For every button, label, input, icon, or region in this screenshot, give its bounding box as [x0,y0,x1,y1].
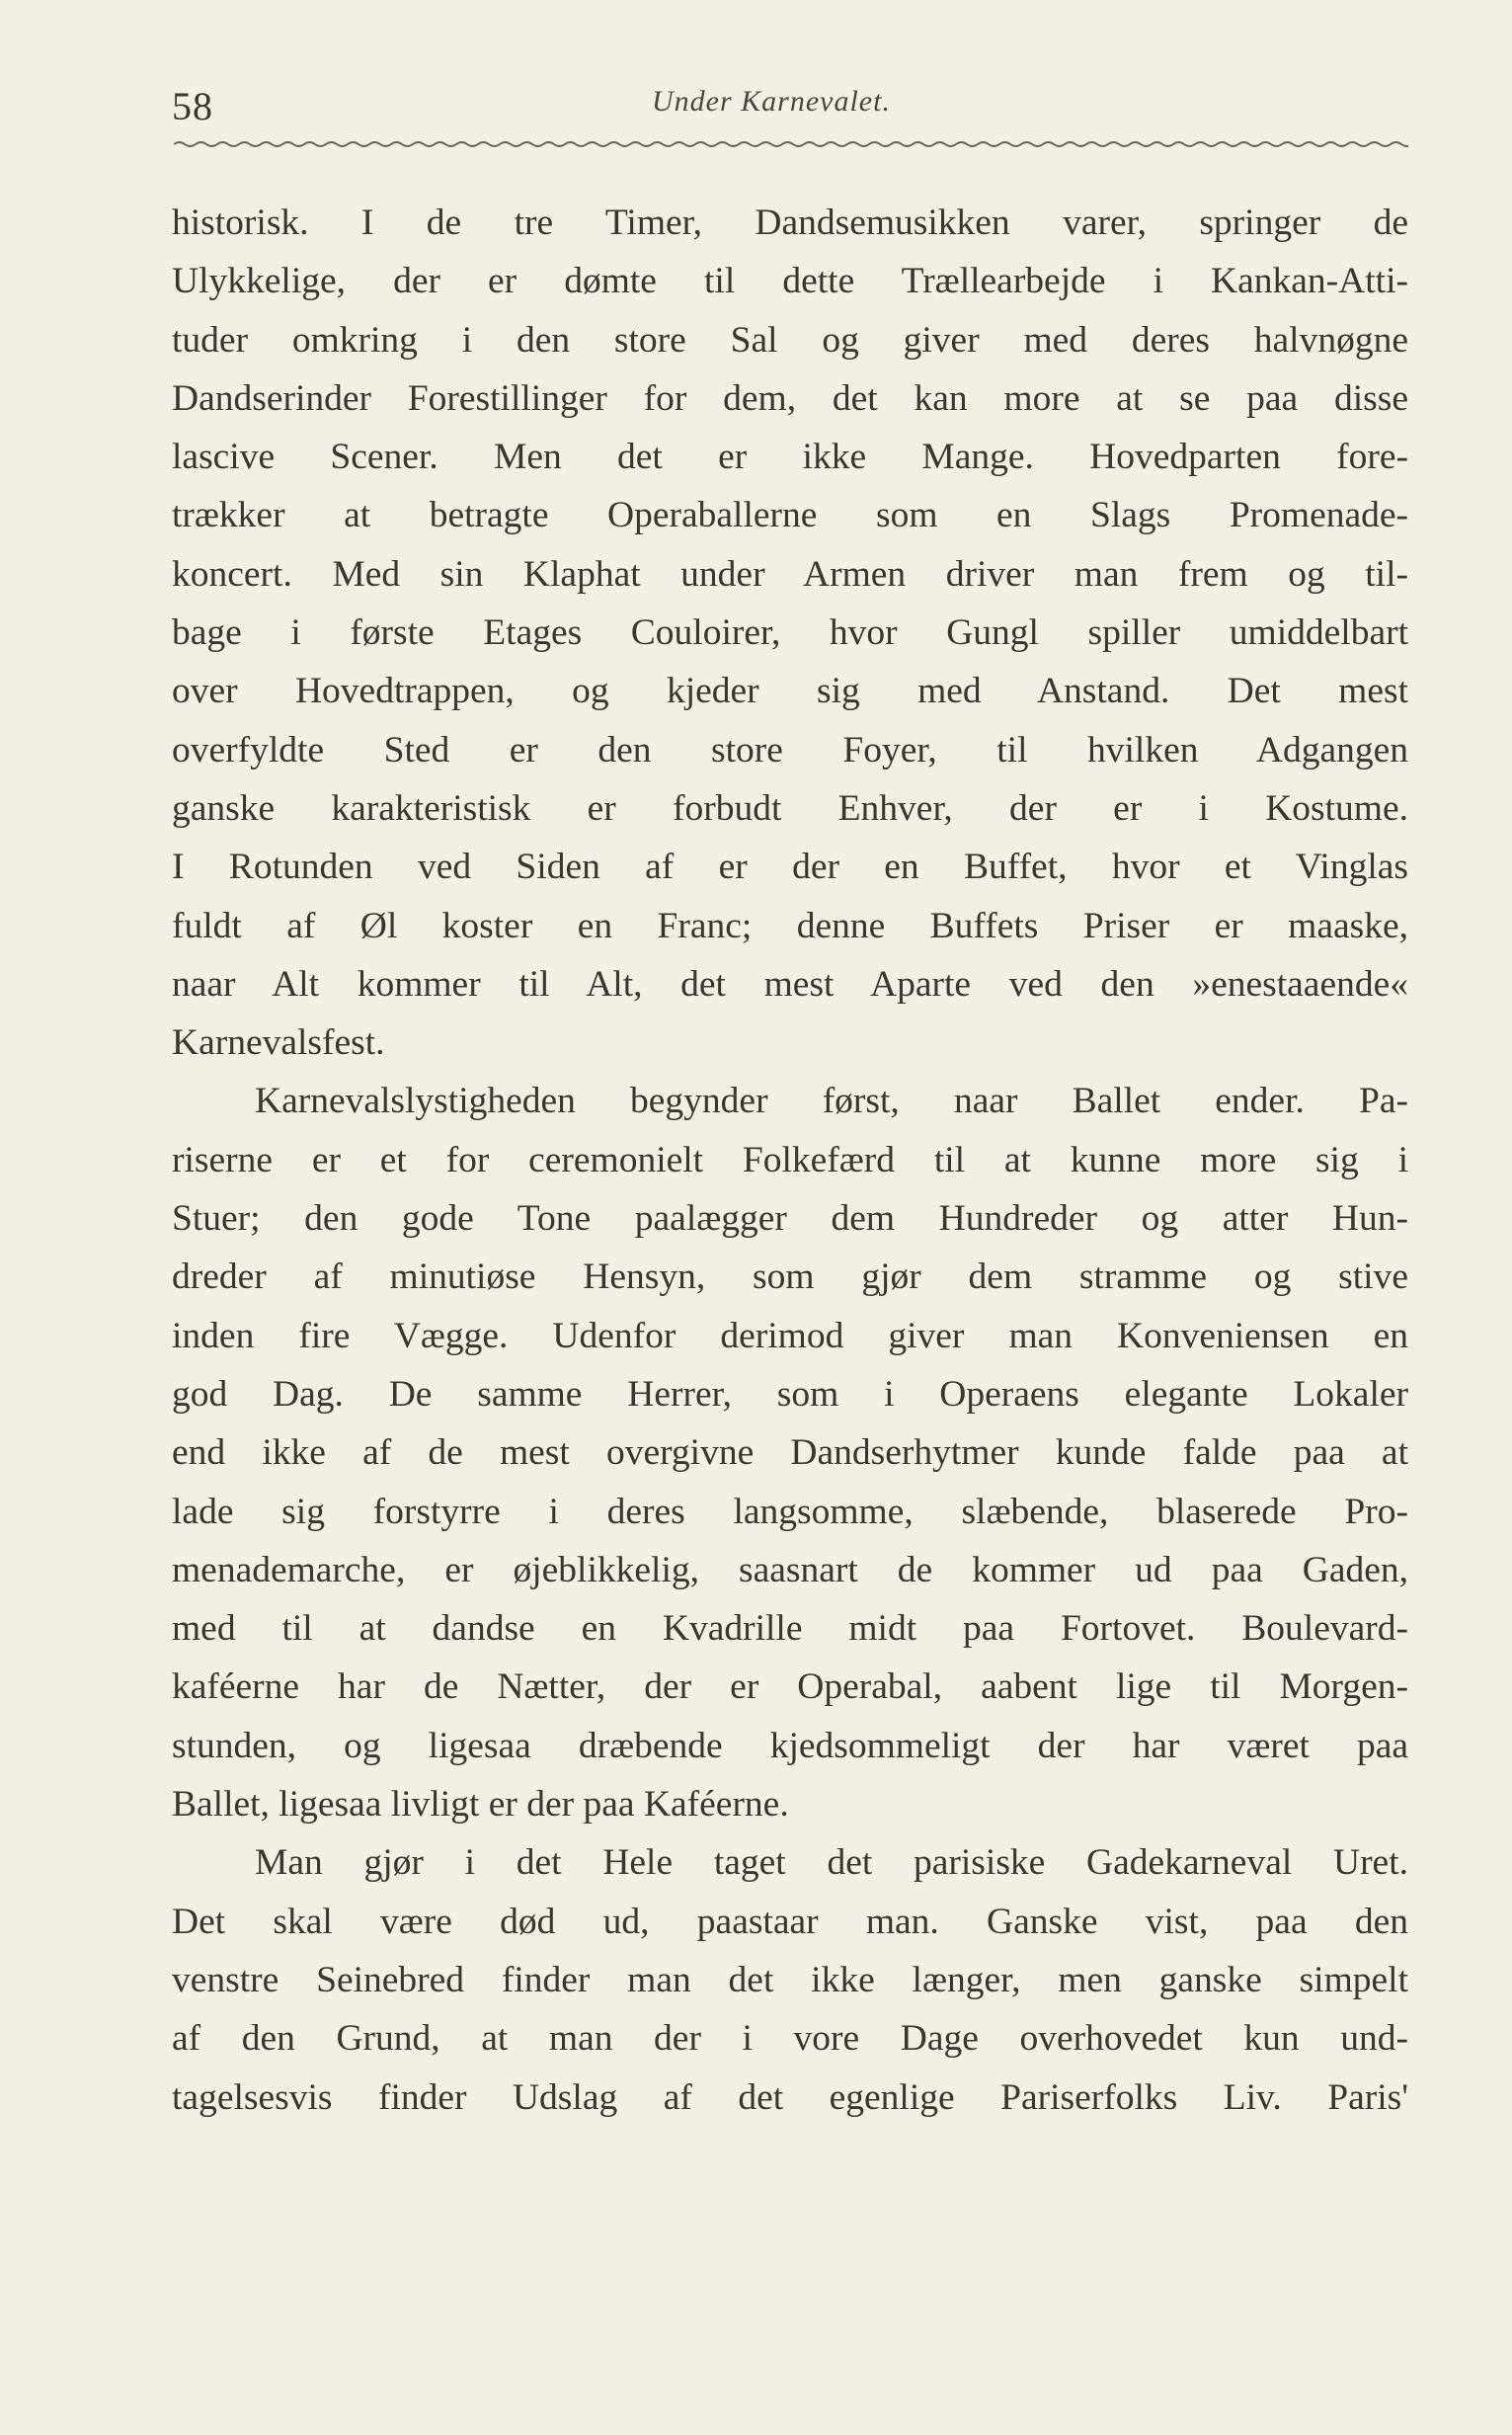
text-line: Stuer; den gode Tone paalægger dem Hundreder og atter Hun- [172,1198,1408,1240]
text-line: Ulykkelige, der er dømte til dette Trællearbejde i Kankan-Atti- [172,261,1408,302]
text-line: Karnevalslystigheden begynder først, naar Ballet ender. Pa- [255,1081,1408,1122]
text-line: naar Alt kommer til Alt, det mest Aparte ved den »enestaaende« [172,963,1408,1005]
text-line: Ballet, ligesaa livligt er der paa Kaféerne. [172,1784,789,1826]
text-line: stunden, og ligesaa dræbende kjedsommeligt der har været paa [172,1725,1408,1766]
text-line: dreder af minutiøse Hensyn, som gjør dem stramme og stive [172,1257,1408,1298]
text-line: tuder omkring i den store Sal og giver med deres halvnøgne [172,319,1408,361]
text-line: historisk. I de tre Timer, Dandsemusikken varer, springer de [172,203,1408,243]
text-line: lade sig forstyrre i deres langsomme, slæbende, blaserede Pro- [172,1491,1408,1532]
text-line: inden fire Vægge. Udenfor derimod giver man Konveniensen en [172,1315,1408,1356]
text-line: end ikke af de mest overgivne Dandserhytmer kunde falde paa at [172,1432,1408,1474]
text-line: Karnevalsfest. [172,1022,385,1064]
text-line: fuldt af Øl koster en Franc; denne Buffets Priser er maaske, [172,905,1408,946]
text-line: Dandserinder Forestillinger for dem, det kan more at se paa disse [172,377,1408,419]
text-line: ganske karakteristisk er forbudt Enhver, der er i Kostume. [172,787,1408,829]
text-line: riserne er et for ceremonielt Folkefærd til at kunne more sig i [172,1139,1408,1180]
text-line: overfyldte Sted er den store Foyer, til hvilken Adgangen [172,729,1408,771]
text-line: lascive Scener. Men det er ikke Mange. Hovedparten fore- [172,437,1408,478]
text-line: med til at dandse en Kvadrille midt paa Fortovet. Boulevard- [172,1608,1408,1650]
page-number: 58 [172,84,213,128]
text-line: god Dag. De samme Herrer, som i Operaens elegante Lokaler [172,1373,1408,1415]
text-line: venstre Seinebred finder man det ikke længer, men ganske simpelt [172,1959,1408,2000]
text-line: over Hovedtrappen, og kjeder sig med Anstand. Det mest [172,671,1408,712]
text-line: I Rotunden ved Siden af er der en Buffet, hvor et Vinglas [172,847,1408,888]
text-line: bage i første Etages Couloirer, hvor Gungl spiller umiddelbart [172,612,1408,654]
running-title: Under Karnevalet. [652,85,891,118]
text-line: kaféerne har de Nætter, der er Operabal, aabent lige til Morgen- [172,1666,1408,1708]
ornamental-wavy-rule [174,132,1408,156]
text-line: menademarche, er øjeblikkelig, saasnart de kommer ud paa Gaden, [172,1549,1408,1590]
text-line: koncert. Med sin Klaphat under Armen driver man frem og til- [172,553,1408,595]
text-line: af den Grund, at man der i vore Dage overhovedet kun und- [172,2018,1408,2060]
body-text [172,194,1408,2127]
text-line: tagelsesvis finder Udslag af det egenlige Pariserfolks Liv. Paris' [172,2076,1408,2118]
text-line: Man gjør i det Hele taget det parisiske Gadekarneval Uret. [255,1842,1408,1884]
text-line: Det skal være død ud, paastaar man. Ganske vist, paa den [172,1901,1408,1942]
text-line: trækker at betragte Operaballerne som en Slags Promenade- [172,495,1408,536]
